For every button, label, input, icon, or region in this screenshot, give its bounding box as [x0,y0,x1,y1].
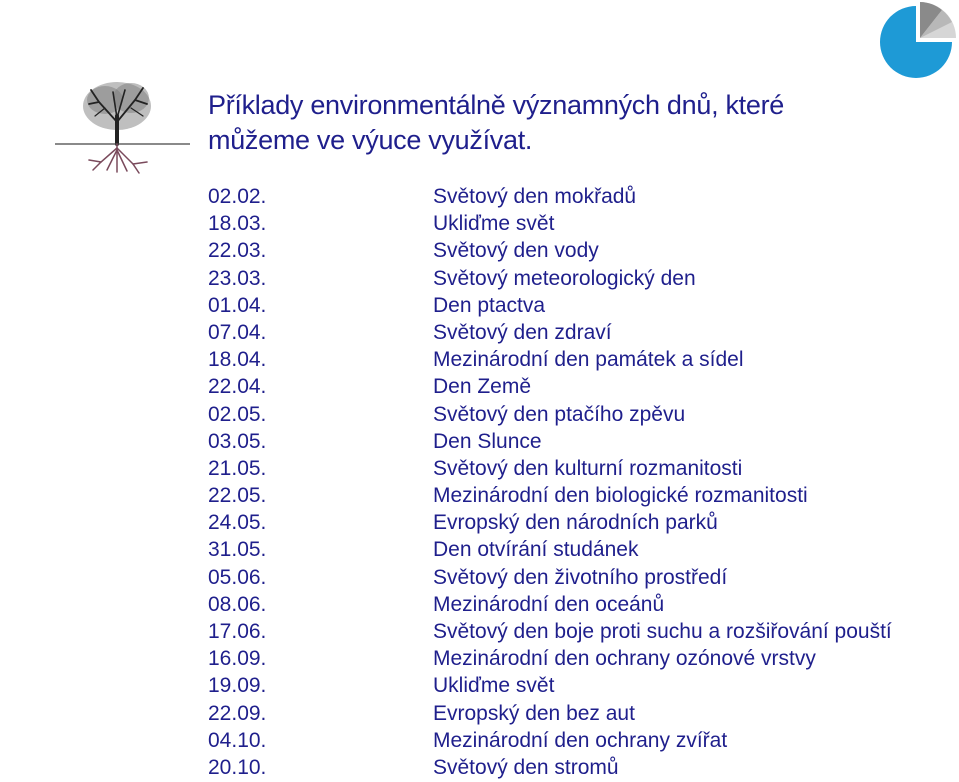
list-item [208,346,892,373]
list-item [208,645,892,672]
list-item [208,292,892,319]
list-item [208,672,892,699]
day-name: Ukliďme svět [433,674,555,698]
day-date: 31.05. [208,538,267,562]
day-date: 22.03. [208,239,267,263]
tree-with-roots-icon [55,78,190,176]
title-line-2: můžeme ve výuce využívat. [208,125,533,155]
day-date: 03.05. [208,429,267,453]
list-item [208,618,892,645]
page-title [208,88,908,158]
list-item [208,428,892,455]
day-date: 22.09. [208,701,267,725]
day-date: 02.05. [208,402,267,426]
day-name: Den ptactva [433,293,546,317]
day-date: 08.06. [208,592,267,616]
day-date: 22.04. [208,375,267,399]
day-name: Mezinárodní den oceánů [433,592,665,616]
day-date: 20.10. [208,755,267,779]
list-item [208,455,892,482]
day-name: Světový den zdraví [433,320,612,344]
day-name: Den Země [433,375,532,399]
day-name: Světový den stromů [433,755,619,779]
day-name: Den otvírání studánek [433,538,639,562]
day-date: 18.03. [208,212,267,236]
day-date: 21.05. [208,456,267,480]
day-name: Světový den ptačího zpěvu [433,402,686,426]
day-date: 19.09. [208,674,267,698]
list-item [208,401,892,428]
day-name: Světový den vody [433,239,599,263]
list-item [208,183,892,210]
day-name: Světový den kulturní rozmanitosti [433,456,743,480]
list-item [208,564,892,591]
day-date: 07.04. [208,320,267,344]
day-name: Světový den životního prostředí [433,565,728,589]
day-name: Den Slunce [433,429,542,453]
days-list [208,183,892,781]
day-name: Mezinárodní den ochrany ozónové vrstvy [433,647,816,671]
day-date: 22.05. [208,484,267,508]
list-item [208,319,892,346]
day-date: 02.02. [208,185,267,208]
day-date: 24.05. [208,511,267,535]
day-name: Mezinárodní den ochrany zvířat [433,728,728,752]
day-name: Mezinárodní den biologické rozmanitosti [433,484,808,508]
list-item [208,727,892,754]
list-item [208,237,892,264]
day-name: Světový meteorologický den [433,266,696,290]
list-item [208,591,892,618]
day-name: Evropský den bez aut [433,701,635,725]
list-item [208,373,892,400]
day-name: Ukliďme svět [433,212,555,236]
pie-chart-logo-icon [880,2,956,78]
day-name: Světový den boje proti suchu a rozšiřování pouští [433,620,892,643]
day-date: 01.04. [208,293,267,317]
title-line-1: Příklady environmentálně významných dnů, které [208,90,784,120]
list-item [208,210,892,237]
list-item [208,536,892,563]
day-date: 23.03. [208,266,267,290]
day-name: Evropský den národních parků [433,511,718,535]
day-date: 05.06. [208,565,267,589]
day-date: 18.04. [208,348,267,372]
day-name: Mezinárodní den památek a sídel [433,348,744,372]
list-item [208,509,892,536]
day-name: Světový den mokřadů [433,185,637,208]
list-item [208,265,892,292]
list-item [208,700,892,727]
day-date: 16.09. [208,647,267,671]
list-item [208,754,892,781]
day-date: 17.06. [208,620,267,643]
day-date: 04.10. [208,728,267,752]
list-item [208,482,892,509]
